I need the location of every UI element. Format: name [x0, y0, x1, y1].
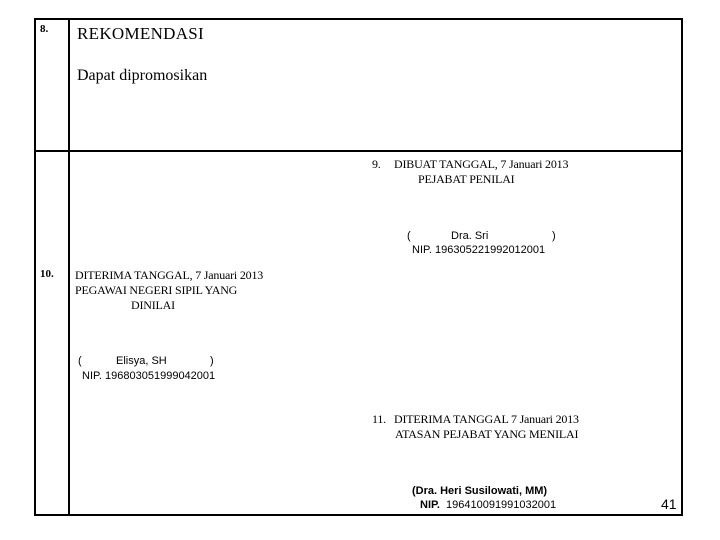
- section-8-number: 8.: [40, 23, 49, 35]
- section-9-name-open: (: [407, 230, 411, 242]
- recommendation-text: Dapat dipromosikan: [77, 67, 208, 84]
- form-frame: [34, 18, 683, 516]
- page-number: 41: [661, 496, 677, 512]
- section-11-nip: 196410091991032001: [446, 499, 557, 511]
- section-11-name: (Dra. Heri Susilowati, MM): [412, 485, 548, 497]
- section-11-number: 11.: [372, 412, 386, 426]
- section-10-name-open: (: [78, 355, 82, 367]
- section-11-date-line: DITERIMA TANGGAL 7 Januari 2013: [394, 412, 579, 426]
- section-10-name-close: ): [210, 355, 214, 367]
- row-divider: [34, 150, 683, 152]
- section-10-number: 10.: [40, 268, 54, 280]
- section-11-nip-prefix: NIP.: [420, 499, 440, 511]
- section-9-date-line: DIBUAT TANGGAL, 7 Januari 2013: [394, 157, 569, 171]
- section-10-name: Elisya, SH: [116, 355, 167, 367]
- section-9-name: Dra. Sri: [451, 230, 489, 242]
- section-9-number: 9.: [372, 157, 381, 171]
- section-8-heading: REKOMENDASI: [77, 24, 205, 43]
- column-divider: [68, 18, 70, 516]
- section-10-role-line-1: PEGAWAI NEGERI SIPIL YANG: [75, 283, 238, 297]
- section-10-role-line-2: DINILAI: [131, 298, 175, 312]
- section-9-nip: NIP. 196305221992012001: [412, 244, 546, 256]
- section-11-role: ATASAN PEJABAT YANG MENILAI: [395, 427, 579, 441]
- section-9-role: PEJABAT PENILAI: [418, 172, 515, 186]
- section-10-date-line: DITERIMA TANGGAL, 7 Januari 2013: [75, 268, 264, 282]
- section-10-nip: NIP. 196803051999042001: [82, 370, 216, 382]
- section-9-name-close: ): [552, 230, 556, 242]
